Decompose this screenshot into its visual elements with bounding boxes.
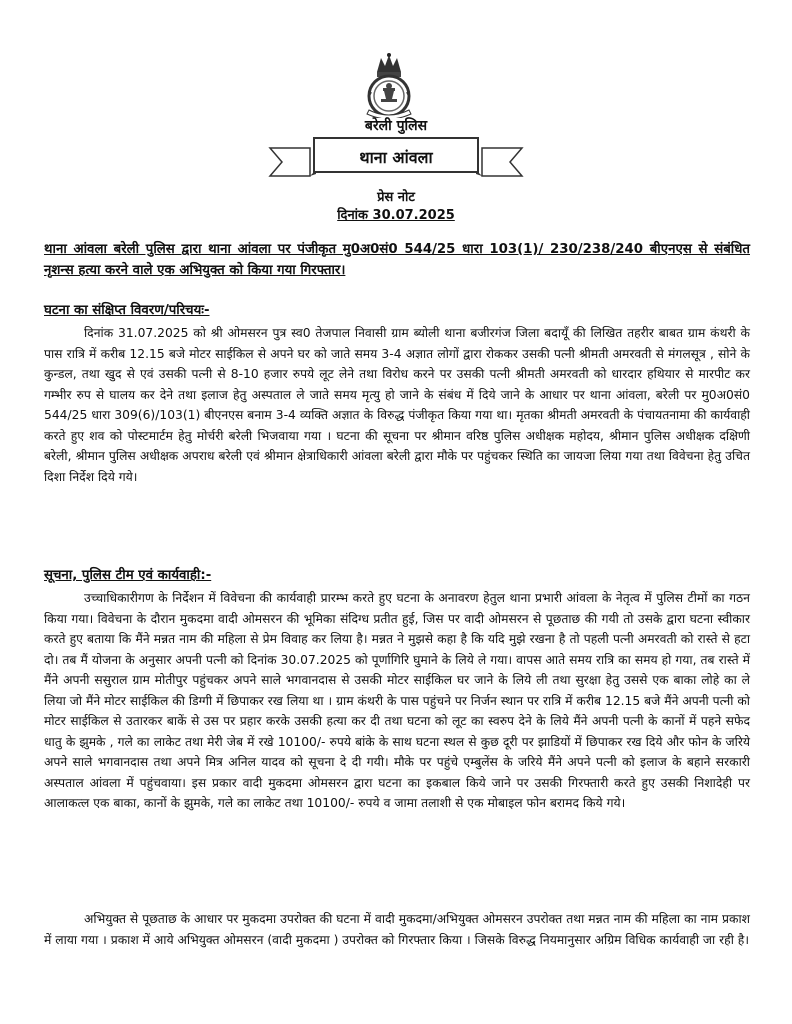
press-headline: थाना आंवला बरेली पुलिस द्वारा थाना आंवला पर पंजीकृत मु0अ0सं0 544/25 धारा 103(1)/ 230/238/240 बीएनएस से संबंधित नृशन्स हत्या करने वाले एक अभियुक्त को किया गया गिरफ्तार। <box>44 242 750 278</box>
up-police-emblem-icon <box>357 52 421 118</box>
organization-name: बरेली पुलिस <box>364 118 428 134</box>
station-name: थाना आंवला <box>359 148 433 167</box>
note-type: प्रेस नोट <box>377 190 415 205</box>
note-date: दिनांक 30.07.2025 <box>337 208 455 223</box>
section-action-paragraph-2: अभियुक्त से पूछताछ के आधार पर मुकदमा उपरोक्त की घटना में वादी मुकदमा/अभियुक्त ओमसरन उपरोक्त तथा मन्नत नाम की महिला का नाम प्रकाश में लाया गया । प्रकाश में आये अभियुक्त ओमसरन (वादी मुकदमा ) उपरोक्त को गिरफ्तार किया । जिसके विरुद्ध नियमानुसार अग्रिम विधिक कार्यवाही जा रही है। <box>44 912 750 947</box>
station-banner <box>268 134 524 180</box>
section-action-title: सूचना, पुलिस टीम एवं कार्यवाही:- <box>44 568 212 583</box>
section-action-paragraph-1: उच्चाधिकारीगण के निर्देशन में विवेचना की कार्यवाही प्रारम्भ करते हुए घटना के अनावरण हेतुल थाना प्रभारी आंवला के नेतृत्व में पुलिस टीमों का गठन किया गया। विवेचना के दौरान मुकदमा वादी ओमसरन की भूमिका संदिग्ध प्रतीत हुई, जिस पर वादी ओमसरन से पूछताछ की गयी तो उसके द्वारा घटना स्वीकार करते हुए बताया कि मैंने मन्नत नाम की महिला से प्रेम विवाह कर लिया है। मन्नत ने मुझसे कहा है कि यदि मुझे रखना है तो पहली पत्नी अमरवती को रास्ते से हटा दो। तब मैं योजना के अनुसार अपनी पत्नी को दिनांक 30.07.2025 को पूर्णागिरि घुमाने के लिये ले गया। वापस आते समय रात्रि का समय हो गया, तब रास्ते में मैंने अपनी ससुराल ग्राम मोतीपुर पहुंचकर अपने साले भगवानदास से उसकी मोटर साईकिल घर जाने के लिये ली तथा सुरक्षा हेतु उससे एक बाका लोहे का ले लिया जो मैंने मोटर साईकिल की डिग्गी में छिपाकर रख लिया था । ग्राम कंथरी के पास पहुंचने पर निर्जन स्थान पर रात्रि में करीब 12.15 बजे मैंने अपनी पत्नी को मोटर साईकिल से उतारकर बाकें से उस पर प्रहार करके उसकी हत्या कर दी तथा घटना को लूट का स्वरुप देने के लिये मैंने अपनी पत्नी के कानों में पहने सफेद धातु के झुमके , गले का लाकेट तथा मेरी जेब में रखे 10100/- रुपये बांके के साथ घटना स्थल से कुछ दूरी पर झाडियों में छिपाकर रख दिये और फोन के जरिये अपने साले भगवानदास तथा अपने मित्र अनिल यादव को सूचना दे दी गयी। मौके पर पहुंचे एम्बुलेंस के जरिये मैंने अपने पत्नी को इलाज के बहाने सरकारी अस्पताल आंवला में पहुंचवाया। इस प्रकार वादी मुकदमा ओमसरन द्वारा घटना का इकबाल किये जाने पर उसकी गिरफ्तारी करते हुए उसकी निशादेही पर आलाकत्ल एक बाका, कानों के झुमके, गले का लाकेट तथा 10100/- रुपये व जामा तलाशी से एक मोबाइल फोन बरामद किये गये। <box>44 591 750 810</box>
section-incident-text: दिनांक 31.07.2025 को श्री ओमसरन पुत्र स्व0 तेजपाल निवासी ग्राम ब्योली थाना बजीरगंज जिला बदायूँ की लिखित तहरीर बाबत ग्राम कंथरी के पास रात्रि में करीब 12.15 बजे मोटर साईकिल से अपने घर को जाते समय 3-4 अज्ञात लोगों द्वारा रोककर उसकी पत्नी श्रीमती अमरवती से मंगलसूत्र , सोने के कुन्डल, तथा खुद से एवं उसकी पत्नी से 8-10 हजार रुपये लूट लेने तथा विरोध करने पर उसकी पत्नी श्रीमती अमरवती को धारदार हथियार से मारपीट कर गम्भीर रुप से घालय कर देने तथा इलाज हेतु अस्पताल ले जाते समय मृत्यु हो जाने के संबंध में दिये जाने के आधार पर थाना आंवला, बरेली पर मु0अ0सं0 544/25 धारा 309(6)/103(1) बीएनएस बनाम 3-4 व्यक्ति अज्ञात के विरुद्ध पंजीकृत किया गया था। मृतका श्रीमती अमरवती के पंचायतनामा की कार्यवाही करते हुए शव को पोस्टमार्टम हेतु मोर्चरी बरेली भिजवाया गया । घटना की सूचना पर श्रीमान वरिष्ठ पुलिस अधीक्षक महोदय, श्रीमान पुलिस अधीक्षक दक्षिणी बरेली, श्रीमान पुलिस अधीक्षक अपराध बरेली एवं श्रीमान क्षेत्राधिकारी आंवला बरेली द्वारा मौके पर पहुंचकर स्थिति का जायजा लिया गया तथा विवेचना हेतु उचित दिशा निर्देश दिये गये। <box>44 326 750 484</box>
section-incident-title: घटना का संक्षिप्त विवरण/परिचयः- <box>44 303 210 318</box>
